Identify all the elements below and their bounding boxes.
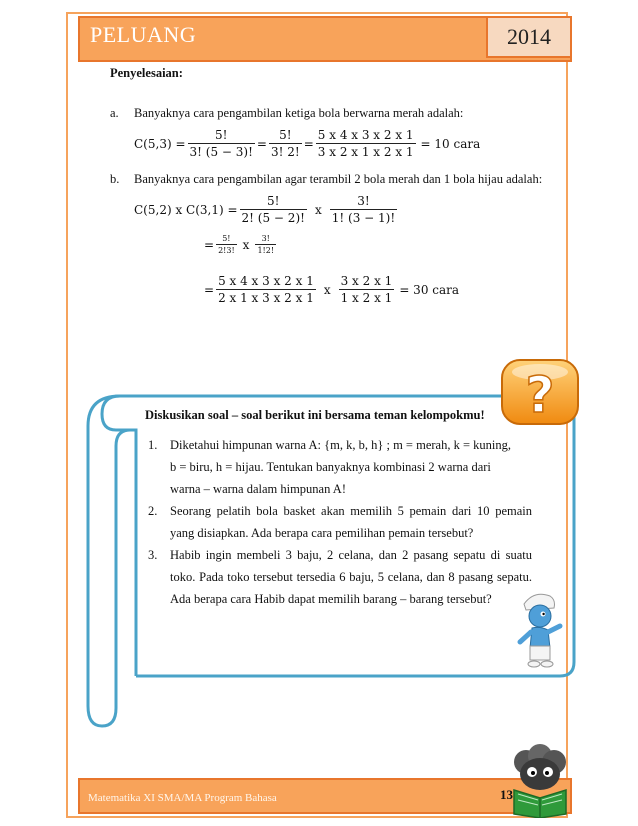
item-a-text: Banyaknya cara pengambilan ketiga bola berwarna merah adalah:: [134, 106, 464, 120]
solution-heading: Penyelesaian:: [110, 66, 183, 80]
discussion-item-line: warna – warna dalam himpunan A!: [170, 482, 346, 496]
discussion-item-number: 1.: [148, 438, 158, 452]
formula-b3-frac2: $\frac{3 x 2 x 1}{1 x 2 x 1}$: [340, 274, 393, 305]
discussion-item-line: b = biru, h = hijau. Tentukan banyaknya kombinasi 2 warna dari: [170, 460, 491, 474]
smurf-character-icon: [510, 590, 570, 670]
formula-b2-frac2: $\frac{3!}{1!2!}$: [257, 234, 275, 255]
discussion-item-line: toko. Pada toko tersebut tersedia 6 baju, 5 celana, dan 8 pasang sepatu.: [170, 570, 532, 584]
year-badge: 2014: [486, 16, 572, 58]
discussion-item-line: Habib ingin membeli 3 baju, 2 celana, dan 2 pasang sepatu di suatu: [170, 548, 532, 562]
formula-a-frac3: $\frac{5 x 4 x 3 x 2 x 1}{3 x 2 x 1 x 2 x 1}$: [317, 128, 414, 159]
discussion-item-line: yang disiapkan. Ada berapa cara pemilihan pemain tersebut?: [170, 526, 474, 540]
page-title: PELUANG: [90, 22, 197, 47]
formula-b3-result: = 30 cara: [399, 282, 460, 297]
formula-b1-frac2: $\frac{3!}{1! (3 - 1)!}$: [331, 194, 396, 225]
formula-b1-frac1: $\frac{5!}{2! (5 - 2)!}$: [241, 194, 305, 225]
discussion-item-line: Seorang pelatih bola basket akan memilih 5 pemain dari 10 pemain: [170, 504, 532, 518]
discussion-item-number: 2.: [148, 504, 158, 518]
formula-b2-frac1: $\frac{5!}{2!3!}$: [218, 234, 235, 255]
item-b-text: Banyaknya cara pengambilan agar terambil 2 bola merah dan 1 bola hijau adalah:: [134, 172, 543, 186]
formula-b3-frac1: $\frac{5 x 4 x 3 x 2 x 1}{2 x 1 x 3 x 2 x 1}$: [218, 274, 314, 305]
formula-a: C(5,3) = $\frac{5!}{3! (5 - 3)!}$ = $\frac{5!}{3! 2!}$ = $\frac{5 x 4 x 3 x 2 x 1}{3 x 2 x 1 x 2 x 1}$ = 10 cara: [134, 128, 481, 159]
discussion-title: Diskusikan soal – soal berikut ini bersama teman kelompokmu!: [145, 408, 485, 422]
page-number: 13: [500, 787, 513, 802]
formula-a-frac1: $\frac{5!}{3! (5 - 3)!}$: [189, 128, 253, 159]
formula-b3: = $\frac{5 x 4 x 3 x 2 x 1}{2 x 1 x 3 x 2 x 1}$ x $\frac{3 x 2 x 1}{1 x 2 x 1}$ = 30 cara: [204, 274, 460, 305]
formula-a-lhs: C(5,3) =: [134, 136, 186, 151]
question-mark-icon: [498, 358, 582, 426]
discussion-item-line: Diketahui himpunan warna A: {m, k, b, h} ; m = merah, k = kuning,: [170, 438, 511, 452]
reading-sheep-icon: [504, 744, 576, 818]
svg-text:?: ?: [525, 366, 555, 424]
discussion-item-line: Ada berapa cara Habib dapat memilih barang – barang tersebut?: [170, 592, 492, 606]
formula-b1: C(5,2) x C(3,1) = $\frac{5!}{2! (5 - 2)!}$ x $\frac{3!}{1! (3 - 1)!}$: [134, 194, 396, 225]
formula-a-frac2: $\frac{5!}{3! 2!}$: [270, 128, 300, 159]
footer-text: Matematika XI SMA/MA Program Bahasa: [88, 792, 277, 804]
formula-a-result: = 10 cara: [420, 136, 481, 151]
discussion-item-number: 3.: [148, 548, 158, 562]
formula-b1-lhs: C(5,2) x C(3,1) =: [134, 202, 238, 217]
formula-b2: = $\frac{5!}{2!3!}$ x $\frac{3!}{1!2!}$: [204, 234, 275, 255]
item-a-label: a.: [110, 106, 119, 120]
item-b-label: b.: [110, 172, 120, 186]
